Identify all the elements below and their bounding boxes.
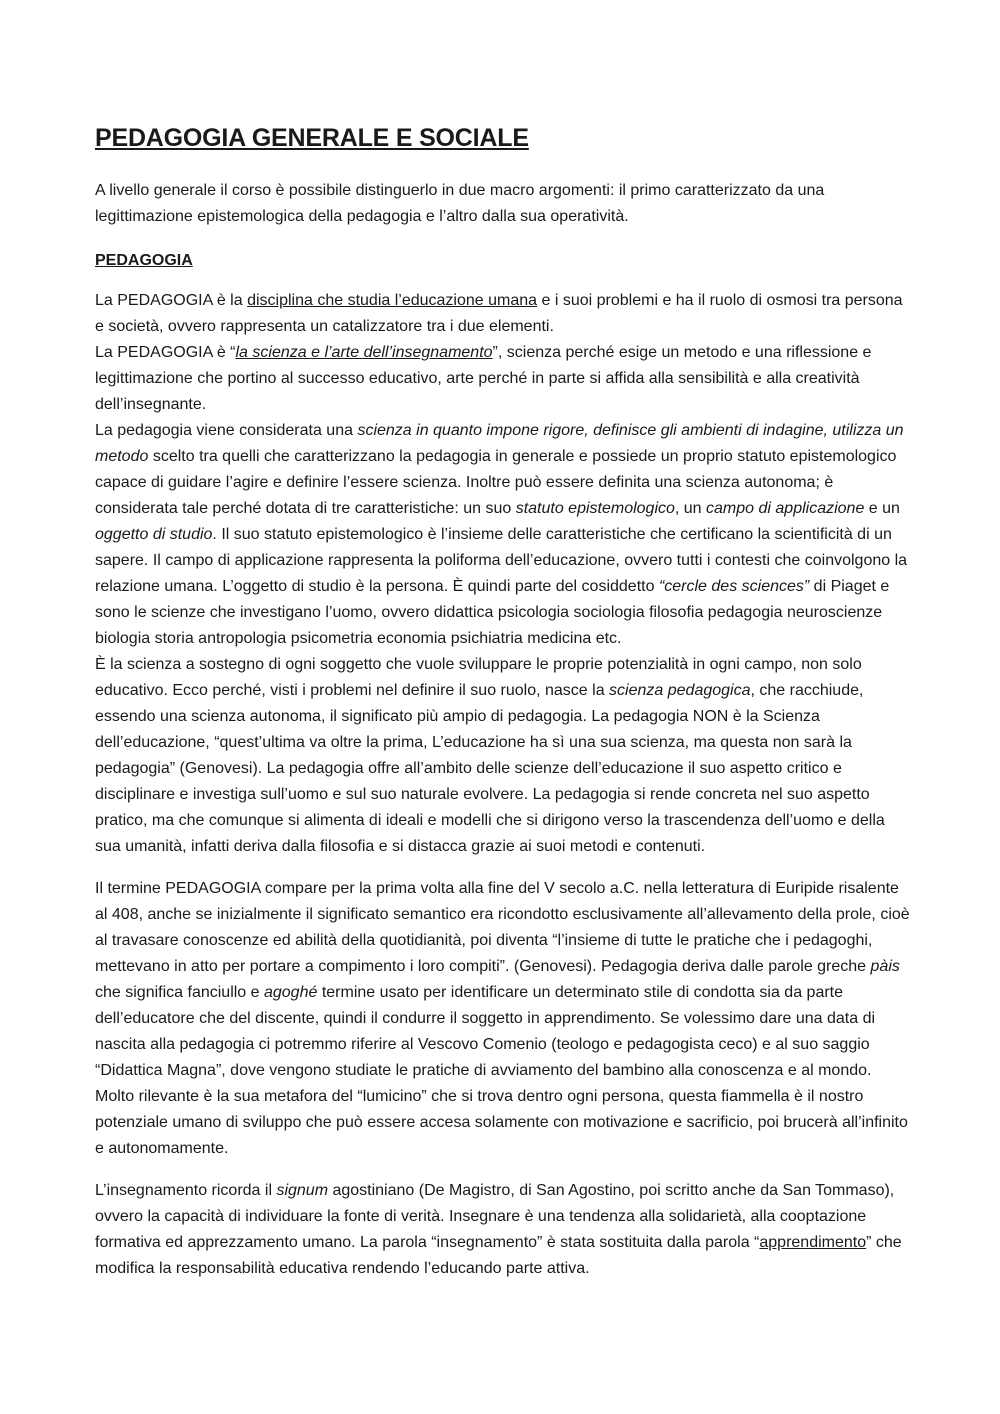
paragraph-teaching: L’insegnamento ricorda il signum agostiniano (De Magistro, di San Agostino, poi scritto anche da San Tommaso), ovvero la capacità di individuare la fonte di verità. Insegnare è una tendenza alla solidarietà, alla cooptazione formativa ed apprezzamento umano. La parola “insegnamento” è stata sostituita dalla parola “apprendimento” che modifica la responsabilità educativa rendendo l’educando parte attiva.: [95, 1182, 902, 1277]
underlined-phrase: apprendimento: [759, 1234, 867, 1251]
italic-phrase: “cercle des sciences”: [658, 578, 810, 595]
underlined-phrase: disciplina che studia l’educazione umana: [247, 292, 538, 309]
paragraph-definition: La PEDAGOGIA è la disciplina che studia l’educazione umana e i suoi problemi e ha il ruolo di osmosi tra persona e società, ovvero rappresenta un catalizzatore tra i due elementi. La PEDAGOGIA è “la scienza e l’arte dell’insegnamento”, scienza perché esige un metodo e una riflessione e legittimazione che portino al successo educativo, arte perché in parte si affida alla sensibilità e alla creatività dell’insegnante. La pedagogia viene considerata una scienza in quanto impone rigore, definisce gli ambienti di indagine, utilizza un metodo scelto tra quelli che caratterizzano la pedagogia in generale e possiede un proprio statuto epistemologico capace di guidare l’agire e definire l’essere scienza. Inoltre può essere definita una scienza autonoma; è considerata tale perché dotata di tre caratteristiche: un suo statuto epistemologico, un campo di applicazione e un oggetto di studio. Il suo statuto epistemologico è l’insieme delle caratteristiche che certificano la scientificità di un sapere. Il campo di applicazione rappresenta la poliforma dell’educazione, ovvero tutti i contesti che coinvolgono la relazione umana. L’oggetto di studio è la persona. È quindi parte del cosiddetto “cercle des sciences” di Piaget e sono le scienze che investigano l’uomo, ovvero didattica psicologia sociologia filosofia pedagogia neuroscienze biologia storia antropologia psicometria economia psichiatria medicina etc. È la scienza a sostegno di ogni soggetto che vuole sviluppare le proprie potenzialità in ogni campo, non solo educativo. Ecco perché, visti i problemi nel definire il suo ruolo, nasce la scienza pedagogica, che racchiude, essendo una scienza autonoma, il significato più ampio di pedagogia. La pedagogia NON è la Scienza dell’educazione, “quest’ultima va oltre la prima, L’educazione ha sì una sua scienza, ma questa non sarà la pedagogia” (Genovesi). La pedagogia offre all’ambito delle scienze dell’educazione il suo aspetto critico e disciplinare e investiga sull’uomo e sul suo naturale evolvere. La pedagogia si rende concreta nel suo aspetto pratico, ma che comunque si alimenta di ideali e modelli che si dirigono verso la trascendenza dell’uomo e della sua umanità, infatti deriva dalla filosofia e si distacca grazie ai suoi metodi e contenuti.: [95, 292, 908, 855]
italic-phrase: signum: [276, 1182, 329, 1199]
underlined-phrase: la scienza e l’arte dell’insegnamento: [235, 344, 493, 361]
italic-phrase: campo di applicazione: [706, 500, 865, 517]
italic-phrase: scienza in quanto impone rigore, definisce gli ambienti di indagine, utilizza un metodo: [95, 422, 904, 465]
document-title: PEDAGOGIA GENERALE E SOCIALE: [95, 124, 529, 152]
italic-phrase: agoghé: [263, 984, 318, 1001]
section-heading: PEDAGOGIA: [95, 252, 193, 269]
document-page: [95, 118, 910, 1282]
italic-phrase: oggetto di studio: [95, 526, 213, 543]
paragraph-etymology: Il termine PEDAGOGIA compare per la prima volta alla fine del V secolo a.C. nella letteratura di Euripide risalente al 408, anche se inizialmente il significato semantico era ricondotto esclusivamente all’allevamento della prole, cioè al travasare conoscenze ed abilità della quotidianità, poi diventa “l’insieme di tutte le pratiche che i pedagoghi, mettevano in atto per portare a compimento i loro compiti”. (Genovesi). Pedagogia deriva dalle parole greche pàis che significa fanciullo e agoghé termine usato per identificare un determinato stile di condotta sia da parte dell’educatore che del discente, quindi il condurre il soggetto in apprendimento. Se volessimo dare una data di nascita alla pedagogia ci potremmo riferire al Vescovo Comenio (teologo e pedagogista ceco) e al suo saggio “Didattica Magna”, dove vengono studiate le pratiche di avviamento del bambino alla conoscenza e al mondo. Molto rilevante è la sua metafora del “lumicino” che si trova dentro ogni persona, questa fiammella è il nostro potenziale umano di sviluppo che può essere accesa solamente con motivazione e sacrificio, poi brucerà all’infinito e autonomamente.: [95, 880, 910, 1157]
italic-phrase: pàis: [870, 958, 900, 975]
italic-phrase: scienza pedagogica: [609, 682, 751, 699]
italic-phrase: statuto epistemologico: [515, 500, 675, 517]
intro-paragraph: A livello generale il corso è possibile distinguerlo in due macro argomenti: il primo caratterizzato da una legittimazione epistemologica della pedagogia e l’altro dalla sua operatività.: [95, 182, 825, 225]
